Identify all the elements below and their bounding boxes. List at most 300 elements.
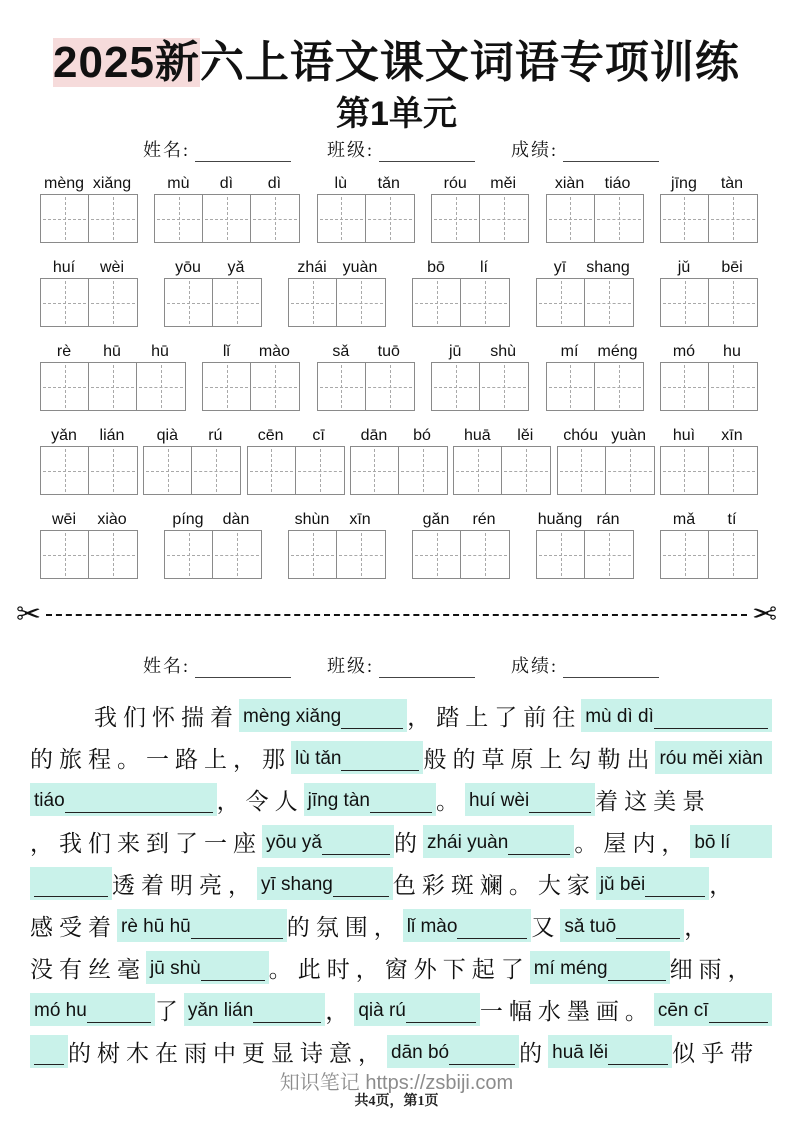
fill-blank (465, 783, 595, 816)
pinyin-syllable: rè (56, 343, 72, 360)
passage-line (30, 862, 772, 904)
passage-text: 一幅水墨画。 (479, 998, 654, 1024)
writing-grid-box (480, 195, 528, 242)
syllable-row (431, 338, 529, 361)
fill-blank (184, 993, 326, 1026)
passage-text: 似乎带 (672, 1040, 760, 1066)
word-group (143, 422, 241, 495)
writing-grid-box (537, 279, 585, 326)
pinyin-syllable: lián (99, 427, 125, 444)
passage-text: 。此时，窗外下起了 (268, 956, 530, 982)
writing-grid-box (661, 363, 709, 410)
blank-underline (253, 999, 321, 1023)
pinyin-syllable: mù (167, 175, 190, 192)
fill-blank (423, 825, 574, 858)
blank-underline (529, 789, 591, 813)
pinyin-syllable: bó (413, 427, 431, 444)
blank-pinyin: mù dì dì (585, 705, 654, 727)
syllable-row (660, 254, 758, 277)
writing-grid-group (247, 446, 345, 495)
passage-text: 没有丝毫 (30, 956, 146, 982)
student-info-row-bottom (143, 652, 659, 678)
writing-grid-group (536, 278, 634, 327)
pinyin-syllable: yǎn (51, 427, 77, 444)
blank-pinyin: yǎn lián (187, 999, 254, 1021)
blank-underline (709, 999, 768, 1023)
fill-blank (30, 1035, 68, 1068)
writing-grid-group (546, 194, 644, 243)
syllable-row (660, 170, 758, 193)
pinyin-syllable: xiàn (554, 175, 585, 192)
blank-pinyin: huí wèi (468, 789, 530, 811)
pinyin-syllable: xiào (97, 511, 127, 528)
fill-blank (304, 783, 436, 816)
word-group (154, 170, 300, 243)
passage-line (30, 946, 772, 988)
syllable-row (412, 506, 510, 529)
word-group (557, 422, 655, 495)
word-group (317, 338, 415, 411)
blank-pinyin: mó hu (34, 999, 87, 1021)
passage-text: 的树木在雨中更显诗意， (68, 1040, 387, 1066)
name-field (143, 136, 291, 162)
pinyin-syllable: shù (490, 343, 517, 360)
pinyin-syllable: yuàn (611, 427, 646, 444)
syllable-row (40, 254, 138, 277)
writing-grid-box (413, 279, 461, 326)
blank-underline (370, 789, 432, 813)
passage-text: ，踏上了前往 (407, 704, 582, 730)
writing-grid-group (660, 530, 758, 579)
blank-underline (322, 831, 390, 855)
writing-grid-box (454, 447, 502, 494)
writing-grid-box (585, 279, 633, 326)
writing-grid-box (337, 279, 385, 326)
word-group (453, 422, 551, 495)
writing-grid-box (89, 363, 137, 410)
blank-pinyin: yī shang (261, 873, 333, 895)
word-group (660, 254, 758, 327)
syllable-row (660, 422, 758, 445)
pinyin-syllable: mí (560, 343, 579, 360)
pinyin-syllable: yōu (175, 259, 201, 276)
blank-pinyin: tiáo (34, 789, 65, 811)
passage-text: 的旅程。一路上，那 (30, 746, 291, 772)
class-label: 班级: (327, 656, 375, 676)
writing-grid-group (40, 530, 138, 579)
class-field (327, 652, 475, 678)
pinyin-syllable: zhái (297, 259, 327, 276)
pinyin-syllable: xīn (721, 427, 743, 444)
blank-underline (608, 957, 666, 981)
pinyin-syllable: lù (334, 175, 347, 192)
pinyin-syllable: yī (553, 259, 567, 276)
writing-grid-box (432, 363, 480, 410)
writing-grid-box (213, 531, 261, 578)
pinyin-syllable: tiáo (604, 175, 631, 192)
blank-pinyin: dān bó (391, 1041, 450, 1063)
blank-underline (34, 1041, 64, 1065)
writing-grid-box (89, 195, 137, 242)
fill-blank (262, 825, 394, 858)
writing-grid-box (366, 195, 414, 242)
writing-grid-box (461, 279, 509, 326)
word-group (431, 338, 529, 411)
pinyin-syllable: xīn (349, 511, 371, 528)
writing-grid-box (89, 279, 137, 326)
fill-blank (581, 699, 772, 732)
pinyin-syllable: yǎ (227, 259, 245, 276)
fill-blank (530, 951, 670, 984)
pinyin-syllable: lǐ (222, 343, 230, 360)
writing-grid-box (351, 447, 399, 494)
pinyin-syllable: jū (448, 343, 462, 360)
writing-grid-box (41, 195, 89, 242)
pinyin-syllable: tàn (720, 175, 744, 192)
pinyin-syllable: píng (172, 511, 204, 528)
passage-text: 的 (393, 830, 423, 856)
cut-divider (16, 600, 777, 630)
score-blank-line (563, 658, 659, 678)
writing-grid-group (154, 194, 300, 243)
fill-blank (548, 1035, 672, 1068)
scissors-icon: ✂ (16, 598, 42, 631)
pinyin-syllable: mào (258, 343, 290, 360)
pinyin-syllable: shang (586, 259, 630, 276)
scissors-icon: ✂ (751, 598, 777, 631)
pinyin-syllable: rén (472, 511, 496, 528)
writing-grid-group (536, 530, 634, 579)
word-group (660, 506, 758, 579)
pinyin-syllable: huǎng (537, 511, 583, 528)
pinyin-syllable: tí (727, 511, 737, 528)
blank-pinyin: qià rú (358, 999, 406, 1021)
writing-grid-box (413, 531, 461, 578)
pinyin-syllable: rán (596, 511, 620, 528)
writing-grid-box (558, 447, 606, 494)
word-group (40, 170, 138, 243)
pinyin-syllable: dì (219, 175, 234, 192)
blank-underline (406, 999, 476, 1023)
pinyin-syllable: jǔ (677, 259, 691, 276)
footer-site-text: 知识笔记 https://zsbiji.com (279, 1072, 514, 1094)
pinyin-syllable: chóu (563, 427, 598, 444)
writing-grid-group (660, 194, 758, 243)
passage-text: 感受着 (30, 914, 117, 940)
writing-grid-group (557, 446, 655, 495)
pinyin-syllable: huì (672, 427, 696, 444)
pinyin-syllable: hu (723, 343, 741, 360)
writing-grid-box (251, 363, 299, 410)
pinyin-syllable: róu (443, 175, 467, 192)
passage-text: ， (325, 998, 355, 1024)
blank-underline (341, 747, 419, 771)
syllable-row (350, 422, 448, 445)
writing-grid-box (709, 531, 757, 578)
blank-underline (608, 1041, 668, 1065)
writing-grid-box (709, 195, 757, 242)
writing-grid-box (251, 195, 299, 242)
syllable-row (164, 254, 262, 277)
fill-blank (655, 741, 772, 774)
passage-line (30, 694, 772, 736)
blank-pinyin: lǐ mào (406, 915, 458, 937)
word-group (40, 506, 138, 579)
syllable-row (557, 422, 655, 445)
writing-grid-group (317, 194, 415, 243)
fill-blank (30, 867, 112, 900)
word-group (546, 170, 644, 243)
word-group (288, 506, 386, 579)
name-label: 姓名: (143, 656, 191, 676)
blank-pinyin: bō lí (694, 831, 731, 853)
pinyin-syllable: qià (156, 427, 178, 444)
syllable-row (288, 506, 386, 529)
syllable-row (317, 170, 415, 193)
pinyin-syllable: shùn (294, 511, 330, 528)
score-label: 成绩: (511, 140, 559, 160)
fill-blank (654, 993, 772, 1026)
title-highlighted-text: 2025新 (53, 38, 200, 87)
pinyin-syllable: dān (360, 427, 388, 444)
writing-grid-box (41, 279, 89, 326)
passage-line (30, 778, 772, 820)
writing-grid-group (40, 278, 138, 327)
pinyin-syllable: huí (52, 259, 76, 276)
syllable-row (536, 254, 634, 277)
pinyin-syllable: hū (151, 343, 169, 360)
writing-grid-box (547, 363, 595, 410)
passage-text: 又 (531, 914, 561, 940)
writing-grid-group (412, 530, 510, 579)
syllable-row (40, 506, 138, 529)
writing-grid-box (606, 447, 654, 494)
title-rest-text: 六上语文课文词语专项训练 (199, 38, 740, 87)
score-label: 成绩: (511, 656, 559, 676)
word-group (164, 254, 262, 327)
syllable-row (247, 422, 345, 445)
name-blank-line (195, 658, 291, 678)
pinyin-syllable: yuàn (342, 259, 378, 276)
passage-line (30, 988, 772, 1030)
syllable-row (660, 338, 758, 361)
fill-blank (690, 825, 772, 858)
blank-underline (449, 1041, 515, 1065)
writing-grid-group (412, 278, 510, 327)
blank-underline (87, 999, 151, 1023)
blank-pinyin: huā lěi (552, 1041, 609, 1063)
pinyin-syllable: jīng (671, 175, 697, 192)
passage-line (30, 820, 772, 862)
writing-grid-group (40, 362, 186, 411)
pinyin-row (40, 338, 758, 411)
writing-grid-group (40, 194, 138, 243)
class-label: 班级: (327, 140, 375, 160)
blank-underline (341, 705, 403, 729)
blank-underline (65, 789, 213, 813)
pinyin-row (40, 254, 758, 327)
word-group (536, 254, 634, 327)
writing-grid-box (165, 531, 213, 578)
writing-grid-box (192, 447, 240, 494)
word-group (40, 338, 186, 411)
fill-blank (257, 867, 393, 900)
blank-pinyin: yōu yǎ (266, 831, 322, 853)
blank-pinyin: jū shù (150, 957, 201, 979)
blank-pinyin: zhái yuàn (426, 831, 509, 853)
name-label: 姓名: (143, 140, 191, 160)
pinyin-syllable: huā (463, 427, 491, 444)
blank-underline (508, 831, 570, 855)
writing-grid-group (143, 446, 241, 495)
pinyin-syllable: cī (312, 427, 325, 444)
fill-blank (146, 951, 269, 984)
syllable-row (143, 422, 241, 445)
blank-pinyin: róu měi xiàn (659, 747, 763, 769)
syllable-row (660, 506, 758, 529)
blank-underline (616, 915, 680, 939)
blank-pinyin: mèng xiǎng (243, 705, 342, 727)
footer-page-info: 共4页，第1页 (354, 1094, 439, 1109)
passage-text: ， (684, 914, 714, 940)
pinyin-syllable: mèng (43, 175, 85, 192)
fill-blank (30, 993, 155, 1026)
passage-text: 的 (519, 1040, 549, 1066)
word-group (660, 422, 758, 495)
blank-pinyin: mí méng (533, 957, 608, 979)
word-group (40, 422, 138, 495)
writing-grid-box (432, 195, 480, 242)
fill-blank (560, 909, 684, 942)
passage-text: ，我们来到了一座 (30, 830, 262, 856)
name-blank-line (195, 142, 291, 162)
writing-grid-group (660, 446, 758, 495)
pinyin-syllable: lěi (517, 427, 534, 444)
passage-text: 。 (435, 788, 465, 814)
writing-grid-group (288, 278, 386, 327)
pinyin-syllable: dì (267, 175, 282, 192)
pinyin-syllable: sǎ (332, 343, 350, 360)
passage-line (30, 736, 772, 778)
writing-grid-group (317, 362, 415, 411)
writing-grid-group (660, 278, 758, 327)
blank-underline (654, 705, 768, 729)
pinyin-syllable: wèi (99, 259, 124, 276)
fill-blank (354, 993, 480, 1026)
passage-text: ， (709, 872, 739, 898)
writing-grid-group (202, 362, 300, 411)
writing-grid-box (709, 279, 757, 326)
writing-grid-box (502, 447, 550, 494)
writing-grid-group (288, 530, 386, 579)
writing-grid-box (41, 531, 89, 578)
word-group (247, 422, 345, 495)
syllable-row (546, 338, 644, 361)
writing-grid-box (595, 195, 643, 242)
syllable-row (164, 506, 262, 529)
pinyin-grid-rows (40, 170, 758, 590)
fill-blank (117, 909, 287, 942)
writing-grid-box (165, 279, 213, 326)
word-group (660, 170, 758, 243)
pinyin-syllable: gǎn (422, 511, 450, 528)
writing-grid-box (547, 195, 595, 242)
pinyin-row (40, 506, 758, 579)
writing-grid-box (366, 363, 414, 410)
fill-blank (30, 783, 217, 816)
word-group (288, 254, 386, 327)
writing-grid-box (318, 363, 366, 410)
writing-grid-group (164, 278, 262, 327)
blank-pinyin: rè hū hū (121, 915, 191, 937)
pinyin-syllable: méng (597, 343, 638, 360)
writing-grid-box (709, 363, 757, 410)
word-group (546, 338, 644, 411)
writing-grid-box (337, 531, 385, 578)
passage-text: 般的草原上勾勒出 (423, 746, 656, 772)
blank-pinyin: cēn cī (657, 999, 709, 1021)
writing-grid-box (203, 363, 251, 410)
passage-text: 。屋内， (574, 830, 691, 856)
writing-grid-box (137, 363, 185, 410)
word-group (40, 254, 138, 327)
passage-text: 的氛围， (286, 914, 403, 940)
writing-grid-box (289, 279, 337, 326)
word-group (536, 506, 634, 579)
blank-pinyin: sǎ tuō (564, 915, 617, 937)
syllable-row (546, 170, 644, 193)
writing-grid-box (399, 447, 447, 494)
writing-grid-box (144, 447, 192, 494)
passage-text: 了 (154, 998, 184, 1024)
word-group (202, 338, 300, 411)
fill-blank (387, 1035, 519, 1068)
pinyin-syllable: hū (103, 343, 121, 360)
pinyin-syllable: bō (427, 259, 445, 276)
unit-subtitle: 第1单元 (336, 95, 457, 133)
syllable-row (40, 422, 138, 445)
word-group (317, 170, 415, 243)
pinyin-row (40, 422, 758, 495)
passage-text: 着这美景 (595, 788, 712, 814)
writing-grid-box (585, 531, 633, 578)
score-blank-line (563, 142, 659, 162)
writing-grid-box (661, 279, 709, 326)
passage-text: ，令人 (216, 788, 304, 814)
score-field (511, 136, 659, 162)
class-blank-line (379, 658, 475, 678)
pinyin-syllable: bēi (721, 259, 743, 276)
writing-grid-group (164, 530, 262, 579)
syllable-row (412, 254, 510, 277)
syllable-row (40, 338, 186, 361)
writing-grid-group (431, 362, 529, 411)
syllable-row (154, 170, 300, 193)
passage-text: 我们怀揣着 (94, 704, 239, 730)
blank-underline (191, 915, 283, 939)
writing-grid-box (537, 531, 585, 578)
writing-grid-group (546, 362, 644, 411)
passage-text: 透着明亮， (112, 872, 257, 898)
pinyin-row (40, 170, 758, 243)
writing-grid-box (661, 447, 709, 494)
word-group (350, 422, 448, 495)
blank-pinyin: jīng tàn (307, 789, 370, 811)
blank-underline (333, 873, 389, 897)
blank-underline (645, 873, 705, 897)
pinyin-syllable: měi (490, 175, 517, 192)
blank-underline (457, 915, 527, 939)
